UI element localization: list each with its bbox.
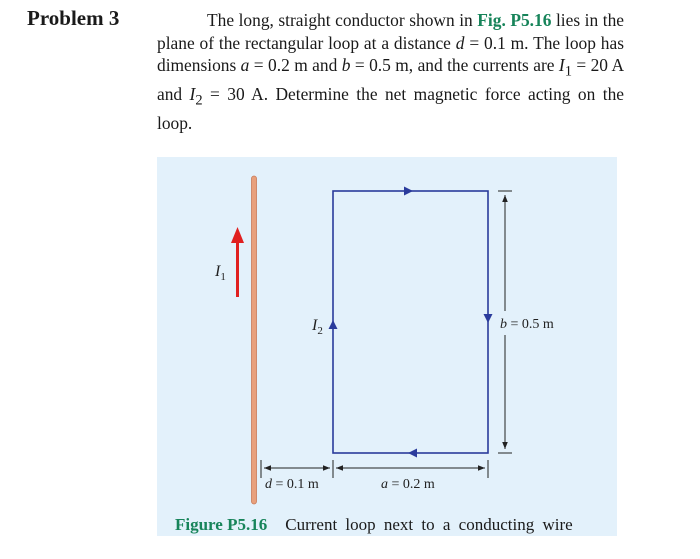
rectangular-loop [333, 191, 488, 453]
current-i1-arrow-icon [231, 227, 244, 297]
a-value: = 0.2 m and [249, 55, 342, 75]
d-value: = 0.1 m. The loop has dimensions [157, 32, 624, 75]
b-variable: b [341, 55, 351, 75]
i1-subscript: 1 [564, 63, 572, 80]
loop-arrow-left-icon [329, 320, 338, 329]
d-dimension-label: d = 0.1 m [265, 477, 319, 492]
i1-variable: I [558, 55, 565, 75]
figure-reference-link[interactable]: Fig. P5.16 [477, 10, 552, 30]
i1-label: $I_1$ [215, 263, 226, 283]
i2-subscript: 2 [195, 92, 203, 109]
i2-variable: I [189, 83, 196, 104]
d-variable: d [455, 32, 465, 53]
i1-value: = 20 A and [157, 55, 625, 104]
a-dimension-label: a = 0.2 m [381, 477, 435, 492]
i2-label: $I_2$ [312, 317, 323, 337]
figure-caption-label: Figure P5.16 [175, 515, 268, 534]
b-value: = 0.5 m, and the currents are [350, 55, 559, 75]
horizontal-dimension-lines [261, 460, 488, 478]
loop-arrow-bottom-icon [408, 449, 417, 458]
problem-heading: Problem 3 [27, 6, 120, 30]
figure-caption [175, 515, 573, 535]
i2-value: = 30 A. Determine the net magnetic force acting on the loop. [157, 83, 624, 133]
straight-conductor [252, 176, 257, 504]
figure-caption-text: Current loop next to a conducting wire [285, 515, 573, 534]
a-variable: a [240, 55, 250, 75]
b-dimension-label: b = 0.5 m [500, 317, 554, 332]
problem-text-2: lies in the plane of the rectangular loop at a distance [157, 10, 625, 53]
loop-arrow-right-icon [484, 314, 493, 323]
problem-text-1: The long, straight conductor shown in [207, 10, 478, 30]
loop-arrow-top-icon [404, 187, 413, 196]
